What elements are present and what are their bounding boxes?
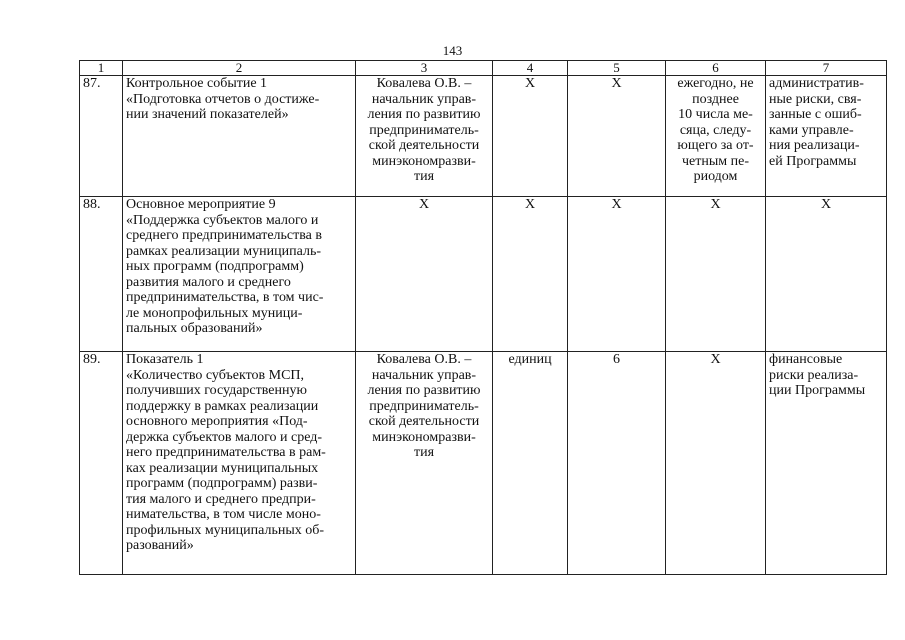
row-unit: единиц [493, 352, 568, 575]
responsible-line: предприниматель- [369, 398, 479, 414]
name-line: основного мероприятия «Под- [126, 414, 308, 429]
name-line: программ (подпрограмм) разви- [126, 476, 318, 491]
risk-line: ния реализаци- [769, 138, 860, 153]
header-cell-2: 2 [123, 61, 356, 76]
term-line: риодом [693, 169, 738, 184]
risk-line: занные с ошиб- [769, 107, 862, 122]
term-line: ежегодно, не [677, 76, 754, 91]
term-line: ющего за от- [677, 138, 754, 153]
risk-line: ные риски, свя- [769, 91, 862, 107]
risk-line: административ- [769, 76, 864, 91]
name-line: Основное мероприятие 9 [126, 197, 276, 212]
row-responsible: Х [356, 197, 493, 352]
responsible-line: ской деятельности [368, 414, 480, 429]
row-value: 6 [568, 352, 666, 575]
responsible-line: минэкономразви- [372, 429, 476, 445]
table-row [80, 352, 887, 575]
row-unit: Х [493, 197, 568, 352]
header-cell-5: 5 [568, 61, 666, 76]
term-line: четным пе- [682, 153, 749, 169]
name-line: Показатель 1 [126, 352, 204, 367]
row-value: Х [568, 197, 666, 352]
responsible-line: начальник управ- [371, 367, 477, 383]
name-line: предпринимательства, в том чис- [126, 290, 324, 305]
row-number: 88. [80, 197, 123, 352]
responsible-line: минэкономразви- [372, 153, 476, 169]
name-line: ле монопрофильных муници- [126, 305, 303, 321]
responsible-line: Ковалева О.В. – [376, 76, 472, 91]
header-cell-4: 4 [493, 61, 568, 76]
name-line: него предпринимательства в рам- [126, 445, 326, 460]
risk-line: ции Программы [769, 383, 866, 398]
header-row [80, 61, 887, 76]
row-term: Х [666, 352, 766, 575]
row-risks [766, 76, 887, 197]
responsible-line: предприниматель- [369, 122, 479, 138]
name-line: получивших государственную [126, 383, 307, 398]
responsible-line: тия [413, 445, 435, 460]
header-cell-1: 1 [80, 61, 123, 76]
row-name [123, 352, 356, 575]
term-line: позднее [692, 91, 739, 107]
row-responsible [356, 76, 493, 197]
name-line: «Количество субъектов МСП, [126, 367, 305, 383]
name-line: «Подготовка отчетов о достиже- [126, 91, 320, 107]
name-line: разований» [126, 538, 194, 553]
name-line: Контрольное событие 1 [126, 76, 268, 91]
name-line: рамках реализации муниципаль- [126, 243, 321, 259]
name-line: пальных образований» [126, 321, 263, 336]
risk-line: ками управле- [769, 122, 854, 138]
name-line: развития малого и среднего [126, 274, 291, 290]
name-line: тия малого и среднего предпри- [126, 491, 316, 507]
header-cell-3: 3 [356, 61, 493, 76]
row-name [123, 197, 356, 352]
row-unit: Х [493, 76, 568, 197]
row-value: Х [568, 76, 666, 197]
row-term: Х [666, 197, 766, 352]
name-line: нимательства, в том числе моно- [126, 507, 321, 522]
name-line: «Поддержка субъектов малого и [126, 212, 319, 228]
name-line: среднего предпринимательства в [126, 228, 322, 243]
responsible-line: ской деятельности [368, 138, 480, 153]
row-risks: Х [766, 197, 887, 352]
row-term [666, 76, 766, 197]
risk-line: финансовые [769, 352, 843, 367]
header-cell-7: 7 [766, 61, 887, 76]
name-line: нии значений показателей» [126, 107, 289, 122]
risk-line: риски реализа- [769, 367, 859, 383]
page-number: 143 [442, 43, 463, 58]
responsible-line: ления по развитию [367, 107, 481, 122]
row-number: 89. [80, 352, 123, 575]
table-row [80, 76, 887, 197]
responsible-line: ления по развитию [367, 383, 481, 398]
name-line: держка субъектов малого и сред- [126, 429, 323, 445]
responsible-line: начальник управ- [371, 91, 477, 107]
responsible-line: тия [413, 169, 435, 184]
plan-table [79, 60, 887, 575]
name-line: поддержку в рамках реализации [126, 398, 319, 414]
name-line: профильных муниципальных об- [126, 522, 325, 538]
row-responsible [356, 352, 493, 575]
name-line: ных программ (подпрограмм) [126, 259, 304, 274]
row-risks [766, 352, 887, 575]
header-cell-6: 6 [666, 61, 766, 76]
name-line: ках реализации муниципальных [126, 460, 319, 476]
row-name [123, 76, 356, 197]
row-number: 87. [80, 76, 123, 197]
term-line: сяца, следу- [679, 122, 752, 138]
table-row [80, 197, 887, 352]
risk-line: ей Программы [769, 153, 857, 169]
term-line: 10 числа ме- [678, 107, 753, 122]
responsible-line: Ковалева О.В. – [376, 352, 472, 367]
